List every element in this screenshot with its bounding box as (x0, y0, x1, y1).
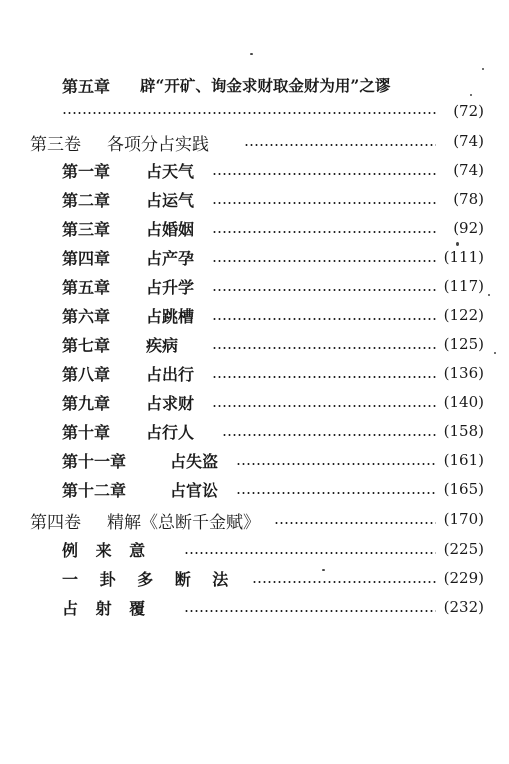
leader-dots (212, 318, 436, 320)
leader-dots (212, 173, 436, 175)
section-title: 一 卦 多 断 法 (62, 570, 237, 589)
leader-dots (252, 581, 436, 583)
toc-volume-entry (0, 506, 509, 532)
page-number: (229) (443, 569, 484, 587)
toc-entry (0, 273, 509, 299)
leader-dots (244, 144, 436, 146)
chapter-number: 第五章 (62, 278, 111, 297)
chapter-number: 第五章 (62, 77, 111, 96)
toc-entry (0, 186, 509, 212)
toc-entry (0, 389, 509, 415)
page-number: (161) (443, 451, 484, 469)
leader-dots (236, 492, 436, 494)
leader-dots (62, 112, 436, 114)
toc-entry (0, 360, 509, 386)
chapter-title: 占出行 (146, 365, 195, 384)
leader-dots (212, 289, 436, 291)
toc-entry (0, 476, 509, 502)
toc-entry (0, 447, 509, 473)
chapter-number: 第六章 (62, 307, 111, 326)
leader-dots (212, 405, 436, 407)
page-number: (92) (453, 219, 484, 237)
toc-entry (0, 215, 509, 241)
scan-speck (482, 68, 484, 70)
chapter-title: 占升学 (146, 278, 195, 297)
leader-dots (212, 202, 436, 204)
leader-dots (274, 522, 436, 524)
toc-entry (0, 72, 509, 98)
page-number: (74) (453, 161, 484, 179)
toc-entry (0, 244, 509, 270)
page-number: (140) (443, 393, 484, 411)
toc-entry (0, 331, 509, 357)
chapter-title: 辟“开矿、询金求财取金财为用”之谬 (140, 76, 391, 95)
page-number: (111) (443, 248, 484, 266)
chapter-title: 占求财 (146, 394, 195, 413)
chapter-number: 第四章 (62, 249, 111, 268)
page-number: (125) (443, 335, 484, 353)
chapter-number: 第十一章 (62, 452, 127, 471)
chapter-number: 第十二章 (62, 481, 127, 500)
page-number: (74) (453, 132, 484, 150)
section-title: 例 来 意 (62, 541, 152, 560)
page-number: (165) (443, 480, 484, 498)
page-number: (122) (443, 306, 484, 324)
page-number: (72) (453, 102, 484, 120)
toc-entry (0, 594, 509, 620)
leader-dots (212, 231, 436, 233)
chapter-number: 第十章 (62, 423, 111, 442)
chapter-title: 占跳槽 (146, 307, 195, 326)
page-number: (136) (443, 364, 484, 382)
chapter-number: 第九章 (62, 394, 111, 413)
chapter-title: 占行人 (146, 423, 195, 442)
toc-entry (0, 157, 509, 183)
toc-entry (0, 536, 509, 562)
toc-entry (0, 565, 509, 591)
leader-dots (236, 463, 436, 465)
leader-dots (222, 434, 436, 436)
chapter-title: 占运气 (146, 191, 195, 210)
chapter-number: 第二章 (62, 191, 111, 210)
page-number: (117) (443, 277, 484, 295)
chapter-title: 占失盗 (170, 452, 219, 471)
chapter-title: 占产孕 (146, 249, 195, 268)
page-number: (158) (443, 422, 484, 440)
chapter-title: 占婚姻 (146, 220, 195, 239)
page-number: (170) (443, 510, 484, 528)
leader-dots (212, 260, 436, 262)
toc-entry-continuation (0, 98, 509, 124)
scan-speck (322, 569, 325, 571)
volume-title: 各项分占实践 (107, 135, 209, 155)
scan-speck (250, 53, 253, 55)
leader-dots (184, 552, 436, 554)
chapter-title: 占天气 (146, 162, 195, 181)
chapter-title: 疾病 (146, 336, 179, 355)
chapter-number: 第一章 (62, 162, 111, 181)
page-number: (78) (453, 190, 484, 208)
scan-speck (494, 352, 496, 354)
leader-dots (212, 376, 436, 378)
chapter-number: 第三章 (62, 220, 111, 239)
leader-dots (184, 610, 436, 612)
toc-entry (0, 302, 509, 328)
volume-number: 第三卷 (30, 135, 81, 155)
leader-dots (212, 347, 436, 349)
volume-title: 精解《总断千金赋》 (107, 513, 260, 533)
section-title: 占 射 覆 (62, 599, 152, 618)
chapter-number: 第八章 (62, 365, 111, 384)
chapter-title: 占官讼 (170, 481, 219, 500)
toc-volume-entry (0, 128, 509, 154)
scan-speck (456, 242, 459, 246)
volume-number: 第四卷 (30, 513, 81, 533)
scan-speck (488, 294, 490, 296)
scan-speck (470, 94, 472, 96)
page-number: (225) (443, 540, 484, 558)
chapter-number: 第七章 (62, 336, 111, 355)
toc-entry (0, 418, 509, 444)
page-number: (232) (443, 598, 484, 616)
